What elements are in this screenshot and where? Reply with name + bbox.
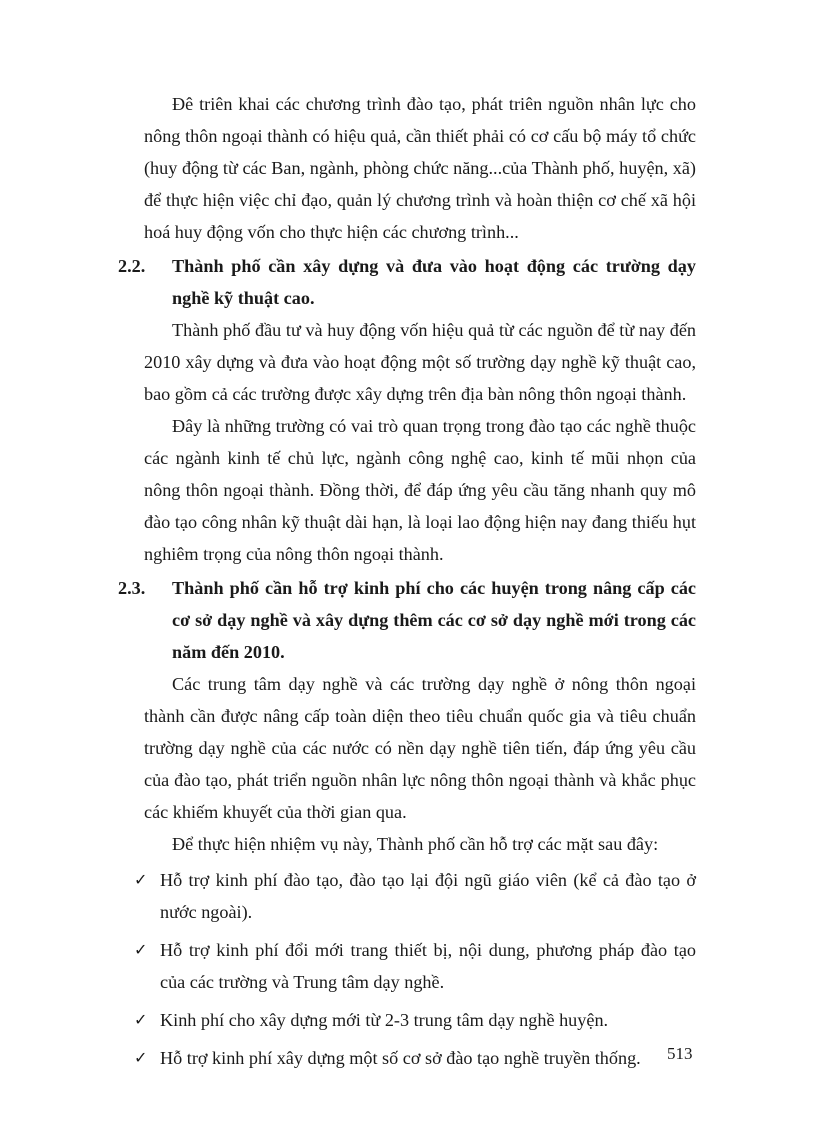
list-item [134,934,696,998]
list-item [134,1004,696,1036]
bullet-list [134,864,696,1074]
paragraph-2: Thành phố đầu tư và huy động vốn hiệu quả từ các nguồn để từ nay đến 2010 xây dựng và đưa vào hoạt động một số trường dạy nghề kỹ thuật cao, bao gồm cả các trường được xây dựng trên địa bàn nông thôn ngoại thành. [144,320,696,404]
list-item-text: Hỗ trợ kinh phí đổi mới trang thiết bị, nội dung, phương pháp đào tạo của các trường và Trung tâm dạy nghề. [160,940,696,992]
list-item [134,864,696,928]
paragraph-3: Đây là những trường có vai trò quan trọng trong đào tạo các nghề thuộc các ngành kinh tế chủ lực, ngành công nghệ cao, kinh tế mũi nhọn của nông thôn ngoại thành. Đồng thời, để đáp ứng yêu cầu tăng nhanh quy mô đào tạo công nhân kỹ thuật dài hạn, là loại lao động hiện nay đang thiếu hụt nghiêm trọng của nông thôn ngoại thành. [144,416,696,564]
heading-2-3-text: Thành phố cần hỗ trợ kinh phí cho các huyện trong nâng cấp các cơ sở dạy nghề và xây dựng thêm các cơ sở dạy nghề mới trong các năm đến 2010. [172,578,696,662]
list-item [134,1042,696,1074]
checkmark-icon: ✓ [134,940,148,959]
paragraph-4: Các trung tâm dạy nghề và các trường dạy nghề ở nông thôn ngoại thành cần được nâng cấp toàn diện theo tiêu chuẩn quốc gia và tiêu chuẩn trường dạy nghề của các nước có nền dạy nghề tiên tiến, đáp ứng yêu cầu của đào tạo, phát triển nguồn nhân lực nông thôn ngoại thành và khắc phục các khiếm khuyết của thời gian qua. [144,674,696,822]
heading-2-3 [118,572,696,668]
paragraph-5: Để thực hiện nhiệm vụ này, Thành phố cần hỗ trợ các mặt sau đây: [172,834,659,854]
list-item-text: Hỗ trợ kinh phí đào tạo, đào tạo lại đội ngũ giáo viên (kể cả đào tạo ở nước ngoài). [160,870,696,922]
document-page [118,88,696,1080]
paragraph-1: Đê triên khai các chương trình đào tạo, phát triên nguồn nhân lực cho nông thôn ngoại thành có hiệu quả, cần thiết phải có cơ cấu bộ máy tổ chức (huy động từ các Ban, ngành, phòng chức năng...của Thành phố, huyện, xã) để thực hiện việc chỉ đạo, quản lý chương trình và hoàn thiện cơ chế xã hội hoá huy động vốn cho thực hiện các chương trình... [144,94,696,242]
checkmark-icon: ✓ [134,870,148,889]
list-item-text: Hỗ trợ kinh phí xây dựng một số cơ sở đào tạo nghề truyền thống. [160,1048,641,1068]
page-number: 513 [667,1044,693,1063]
heading-2-2-number: 2.2. [118,256,146,276]
heading-2-3-number: 2.3. [118,578,146,598]
list-item-text: Kinh phí cho xây dựng mới từ 2-3 trung tâm dạy nghề huyện. [160,1010,609,1030]
heading-2-2-text: Thành phố cần xây dựng và đưa vào hoạt động các trường dạy nghề kỹ thuật cao. [172,256,696,308]
checkmark-icon: ✓ [134,1010,148,1029]
checkmark-icon: ✓ [134,1048,148,1067]
heading-2-2 [118,250,696,314]
